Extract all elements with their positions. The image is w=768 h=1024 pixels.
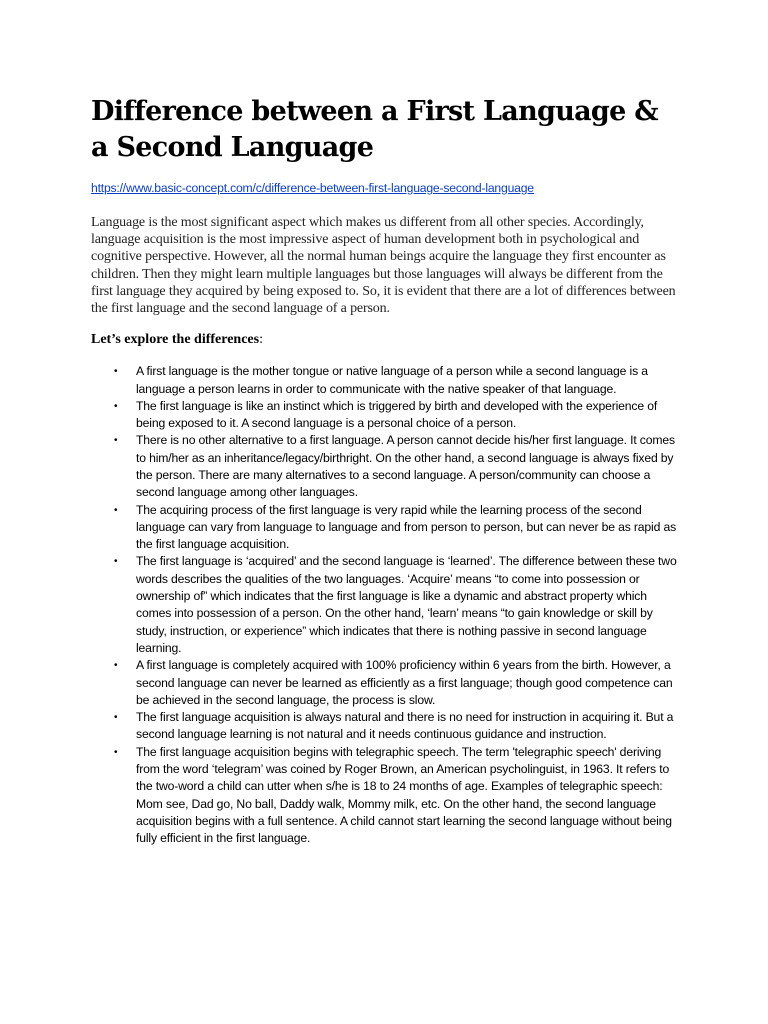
intro-paragraph: Language is the most significant aspect which makes us different from all other species. Accordingly, language acquisition is the most impressive aspect of human development both in psychological and cognitive perspective. However, all the normal human beings acquire the language they first encounter as children. Then they might learn multiple languages but those languages will always be different from the first language they acquired by being exposed to. So, it is evident that there are a lot of differences between the first language and the second language of a person. [91,215,676,317]
page-title: Difference between a First Language & a Second Language [91,96,658,163]
bullet-icon: • [114,400,118,412]
explore-heading: Let’s explore the differences [91,332,260,348]
list-item [114,744,679,848]
list-item [114,657,679,709]
list-item [114,432,679,501]
list-item [114,363,679,398]
list-item [114,709,679,744]
list-item-text: The first language is like an instinct which is triggered by birth and developed with the experience of being exposed to it. A second language is a personal choice of a person. [136,398,658,431]
explore-heading-line [91,331,679,349]
differences-list [91,363,679,847]
bullet-icon: • [114,712,118,724]
list-item-text: A first language is the mother tongue or native language of a person while a second language is a language a person learns in order to communicate with the native speaker of that language. [136,364,648,396]
source-link[interactable]: https://www.basic-concept.com/c/difference-between-first-language-second-language [91,181,534,195]
explore-colon: : [259,332,263,348]
bullet-icon: • [114,366,118,378]
bullet-icon: • [114,504,118,516]
bullet-icon: • [114,435,118,447]
list-item [114,553,679,657]
bullet-icon: • [114,556,118,568]
list-item-text: The first language acquisition is always natural and there is no need for instruction in acquiring it. But a second language learning is not natural and it needs continuous guidance and instruction. [136,710,674,742]
document-page [91,94,679,848]
list-item-text: A first language is completely acquired with 100% proficiency within 6 years from the birth. However, a second language can never be learned as efficiently as a first language; though good competence can be achieved in the second language, the process is slow. [136,658,673,707]
bullet-icon: • [114,660,118,672]
list-item-text: The first language is ‘acquired’ and the second language is ‘learned’. The difference between these two words describes the qualities of the two languages. ‘Acquire’ means “to come into possession or ownership of” which indicates that the first language is like a dynamic and abstract property which comes into possession of a person. On the other hand, ‘learn’ means “to gain knowledge or skill by study, instruction, or experience” which indicates that there is nothing passive in second language learning. [136,554,677,655]
list-item-text: The first language acquisition begins with telegraphic speech. The term 'telegraphic speech' deriving from the word ‘telegram’ was coined by Roger Brown, an American psycholinguist, in 1963. It refers to the two-word a child can utter when s/he is 18 to 24 months of age. Examples of telegraphic speech: Mom see, Dad go, No ball, Daddy walk, Mommy milk, etc. On the other hand, the second language acquisition begins with a full sentence. A child cannot start learning the second language without being fully efficient in the first language. [136,744,672,846]
list-item-text: The acquiring process of the first language is very rapid while the learning process of the second language can vary from language to language and from person to person, but can never be as rapid as the first language acquisition. [136,502,677,552]
list-item [114,502,679,554]
list-item [114,398,679,433]
list-item-text: There is no other alternative to a first language. A person cannot decide his/her first language. It comes to him/her as an inheritance/legacy/birthright. On the other hand, a second language is always fixed by the person. There are many alternatives to a second language. A person/community can choose a second language among other languages. [136,433,675,500]
bullet-icon: • [114,746,118,758]
